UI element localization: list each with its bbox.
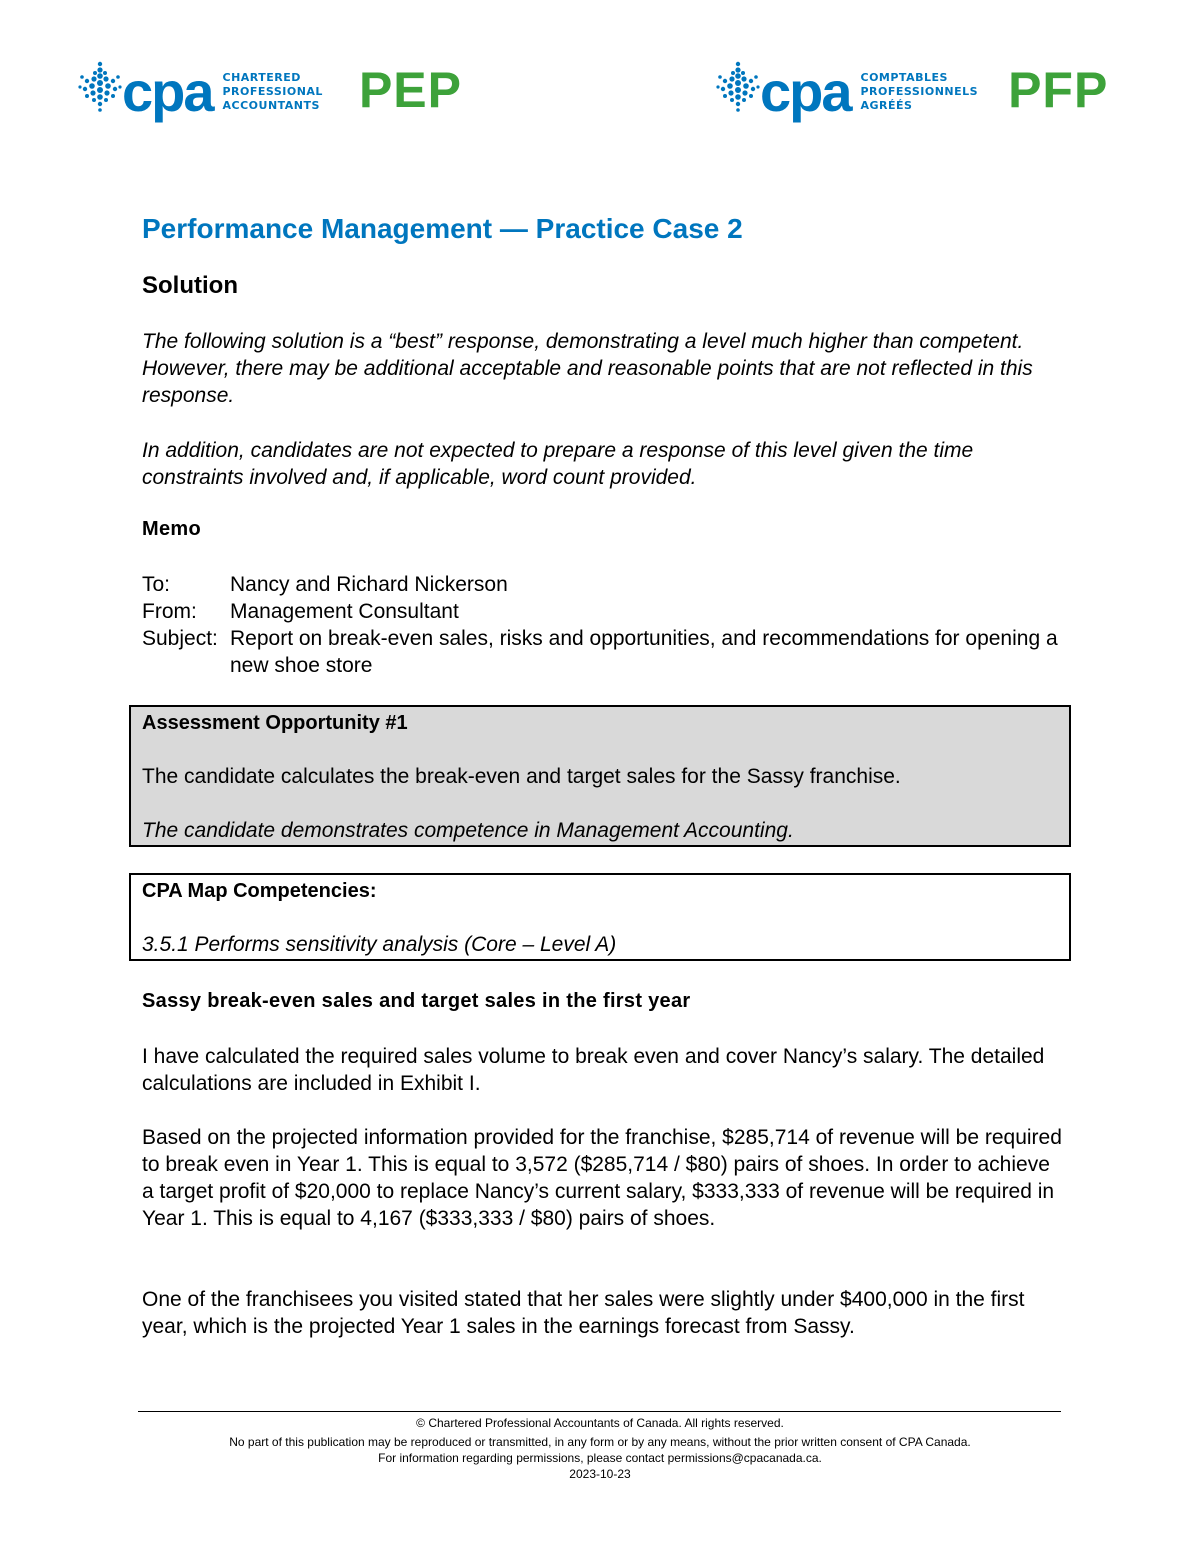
assessment-heading: Assessment Opportunity #1 — [142, 712, 408, 734]
maple-leaf-dots-icon — [712, 59, 764, 115]
cpa-descriptor: COMPTABLES PROFESSIONNELS AGRÉÉS — [860, 71, 979, 112]
section-heading: Solution — [142, 272, 238, 299]
body-paragraph-2: Based on the projected information provided for the franchise, $285,714 of revenue will be required to break even in Year 1. This is equal to 3,572 ($285,714 / $80) pairs of shoes. In order to achieve a target profit of $20,000 to replace Nancy’s current salary, $333,333 of revenue will be required in Year 1. This is equal to 4,167 ($333,333 / $80) pairs of shoes. — [142, 1126, 1062, 1230]
maple-leaf-dots-icon — [74, 59, 126, 115]
memo-heading: Memo — [142, 518, 201, 540]
memo-to-value: Nancy and Richard Nickerson — [230, 573, 508, 596]
intro-paragraph-2: In addition, candidates are not expected to prepare a response of this level given the time constraints involved and, if applicable, word count provided. — [142, 439, 974, 489]
program-label-pfp: PFP — [1008, 62, 1109, 118]
body-paragraph-3: One of the franchisees you visited stated that her sales were slightly under $400,000 in the first year, which is the projected Year 1 sales in the earnings forecast from Sassy. — [142, 1288, 1025, 1338]
cpa-wordmark: cpa — [760, 60, 851, 123]
memo-from-label: From: — [142, 600, 197, 623]
cpa-descriptor: CHARTERED PROFESSIONAL ACCOUNTANTS — [222, 71, 323, 112]
memo-from-value: Management Consultant — [230, 600, 459, 623]
competencies-line-1: 3.5.1 Performs sensitivity analysis (Core – Level A) — [142, 933, 617, 956]
subheading-break-even: Sassy break-even sales and target sales in the first year — [142, 990, 691, 1012]
memo-subject-value: Report on break-even sales, risks and opportunities, and recommendations for opening a new shoe store — [230, 627, 1058, 677]
assessment-line-2: The candidate demonstrates competence in Management Accounting. — [142, 819, 794, 842]
footer-permissions: For information regarding permissions, please contact permissions@cpacanada.ca. — [378, 1451, 822, 1465]
memo-to-label: To: — [142, 573, 171, 596]
competencies-heading: CPA Map Competencies: — [142, 880, 377, 902]
cpa-logo-english — [74, 54, 462, 123]
footer-copyright: © Chartered Professional Accountants of Canada. All rights reserved. — [416, 1416, 784, 1430]
cpa-wordmark: cpa — [122, 60, 213, 123]
assessment-opportunity-box — [129, 705, 1071, 847]
footer-date: 2023-10-23 — [569, 1467, 631, 1481]
body-paragraph-1: I have calculated the required sales volume to break even and cover Nancy’s salary. The detailed calculations are included in Exhibit I. — [142, 1045, 1045, 1095]
memo-subject-label: Subject: — [142, 627, 218, 650]
cpa-map-competencies-box — [129, 873, 1071, 961]
footer-reproduction-notice: No part of this publication may be reproduced or transmitted, in any form or by any means, without the prior written consent of CPA Canada. — [229, 1435, 971, 1449]
program-label-pep: PEP — [358, 62, 462, 118]
assessment-line-1: The candidate calculates the break-even and target sales for the Sassy franchise. — [142, 765, 901, 788]
footer-divider — [138, 1411, 1061, 1412]
page-title: Performance Management — Practice Case 2 — [142, 213, 743, 244]
intro-paragraph-1: The following solution is a “best” response, demonstrating a level much higher than competent. However, there may be additional acceptable and reasonable points that are not reflected in this response. — [142, 330, 1033, 407]
cpa-logo-french — [712, 54, 1109, 123]
